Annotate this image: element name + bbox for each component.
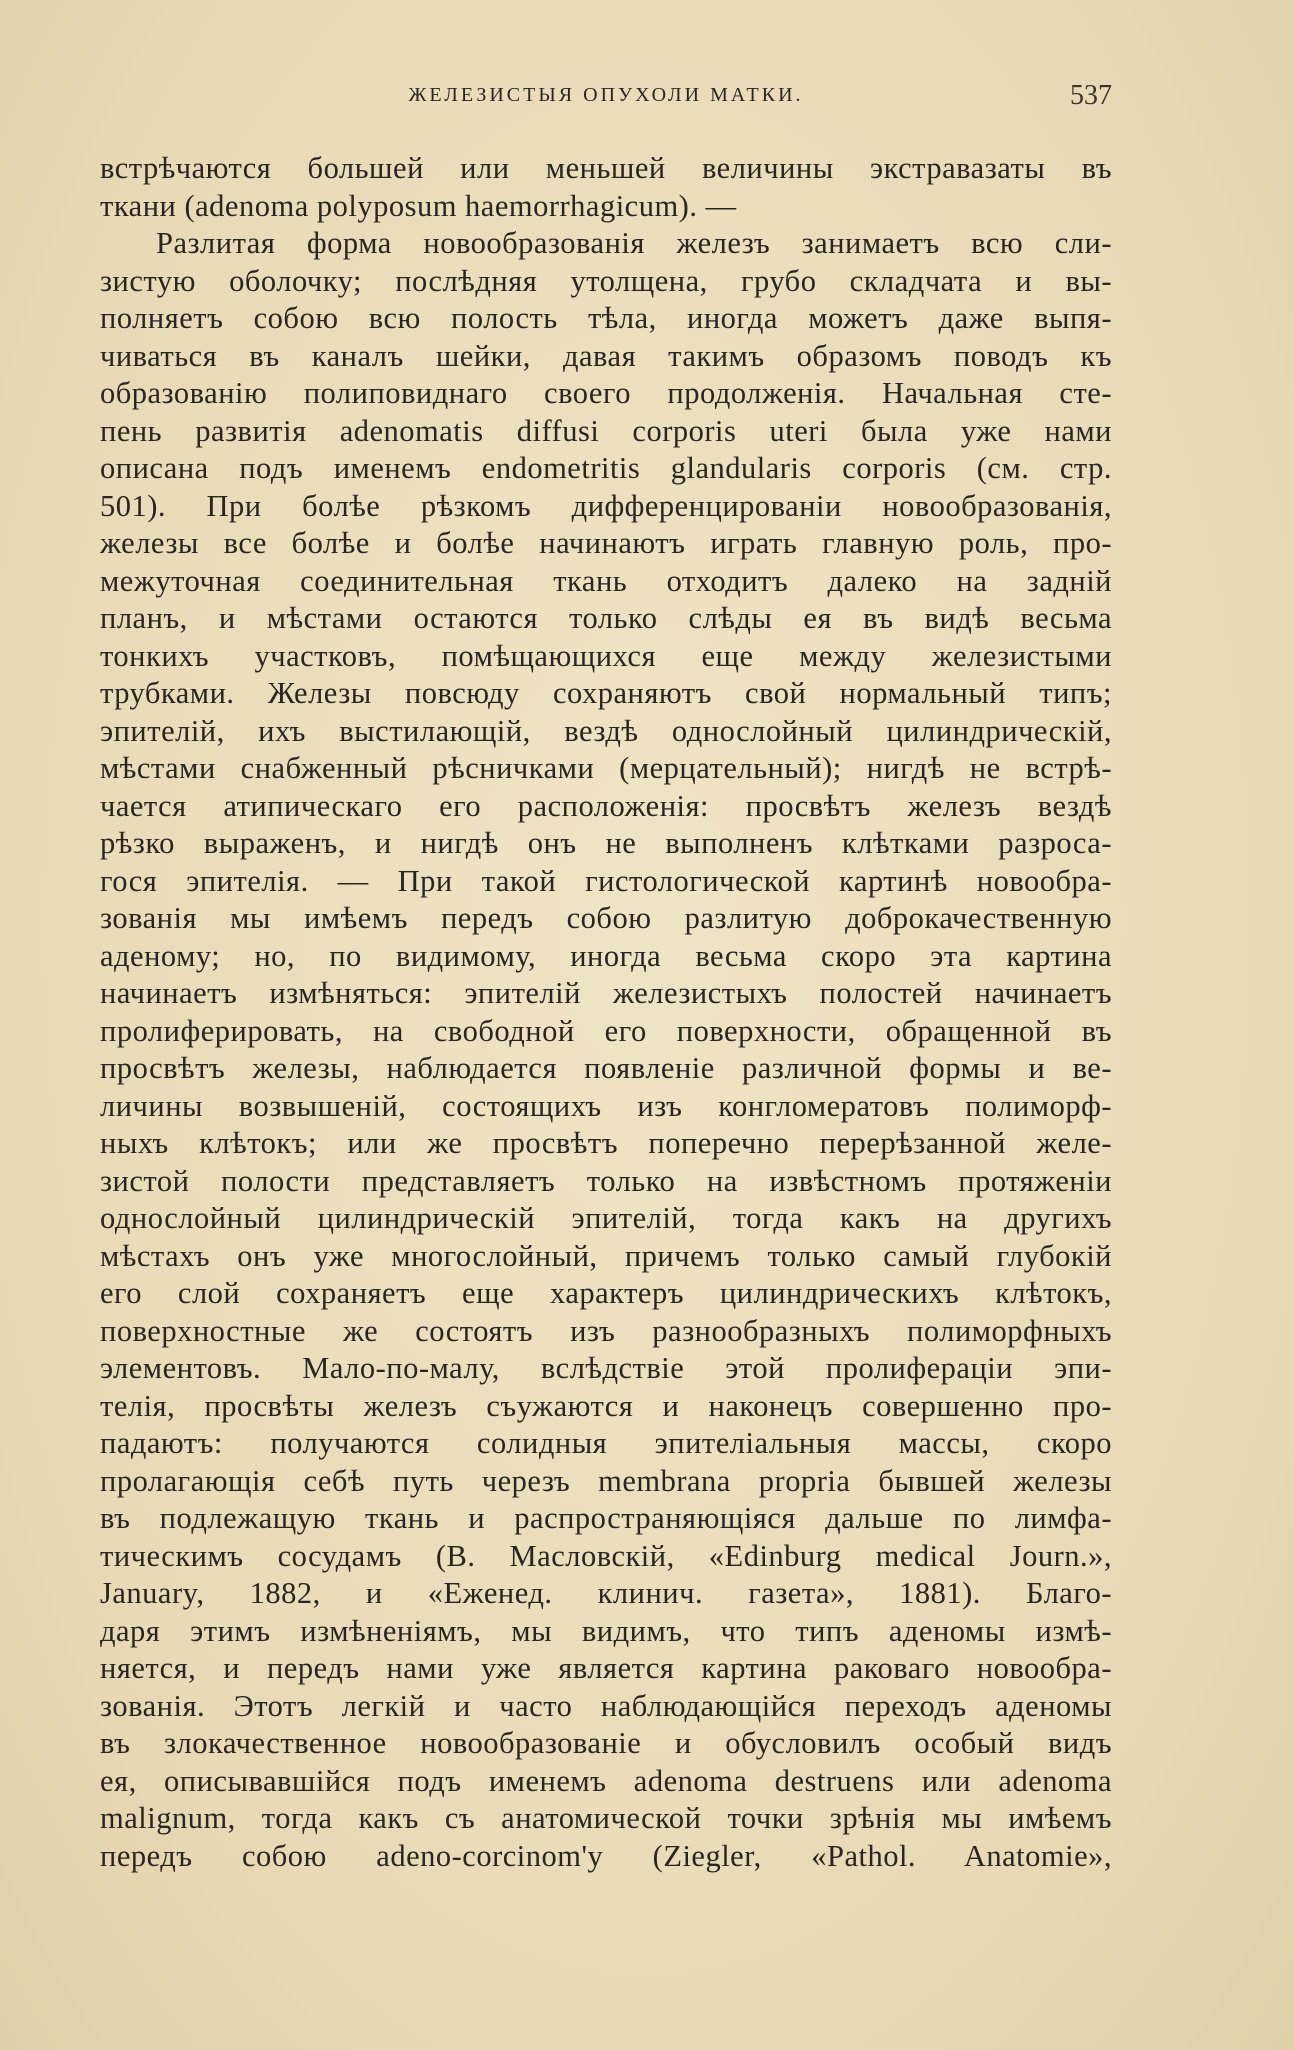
text-line: тическимъ сосудамъ (В. Масловскій, «Edinburg medical Journ.», bbox=[100, 1538, 1112, 1573]
text-line: ныхъ клѣтокъ; или же просвѣтъ поперечно перерѣзанной желе- bbox=[100, 1126, 1112, 1160]
text-line: телія, просвѣты железъ съужаются и наконецъ совершенно про- bbox=[100, 1388, 1112, 1423]
text-line: падаютъ: получаются солидныя эпителіальныя массы, скоро bbox=[100, 1426, 1112, 1460]
text-line: 501). При болѣе рѣзкомъ дифференцированіи новообразованія, bbox=[100, 488, 1112, 523]
text-line: элементовъ. Мало-по-малу, вслѣдствіе этой пролифераціи эпи- bbox=[100, 1351, 1112, 1385]
text-line: пролагающія себѣ путь черезъ membrana propria бывшей железы bbox=[100, 1463, 1112, 1498]
text-line: аденому; но, по видимому, иногда весьма скоро эта картина bbox=[100, 938, 1112, 973]
text-line: его слой сохраняетъ еще характеръ цилиндрическихъ клѣтокъ, bbox=[100, 1276, 1112, 1310]
page-number: 537 bbox=[1070, 80, 1112, 111]
text-line: мѣстами снабженный рѣсничками (мерцательный); нигдѣ не встрѣ- bbox=[100, 751, 1112, 785]
text-line: рѣзко выраженъ, и нигдѣ онъ не выполненъ клѣтками разроса- bbox=[100, 826, 1112, 860]
text-line: передъ собою adeno-corcinom'у (Ziegler, «Pathol. Anatomie», bbox=[100, 1838, 1112, 1873]
text-line: полняетъ собою всю полость тѣла, иногда можетъ даже выпя- bbox=[100, 301, 1112, 335]
text-line: однослойный цилиндрическій эпителій, тогда какъ на другихъ bbox=[100, 1201, 1112, 1235]
text-line: ея, описывавшійся подъ именемъ adenoma destruens или adenoma bbox=[100, 1763, 1112, 1798]
body-text bbox=[100, 150, 1112, 1875]
text-line: даря этимъ измѣненіямъ, мы видимъ, что типъ аденомы измѣ- bbox=[100, 1613, 1112, 1648]
text-line: железы все болѣе и болѣе начинаютъ играть главную роль, про- bbox=[100, 526, 1112, 560]
text-line: пень развитія adenomatis diffusi corporis uteri была уже нами bbox=[100, 413, 1112, 448]
text-line: няется, и передъ нами уже является картина раковаго новообра- bbox=[100, 1651, 1112, 1685]
text-line: образованію полиповиднаго своего продолженія. Начальная сте- bbox=[100, 376, 1112, 410]
text-line: описана подъ именемъ endometritis glandularis corporis (см. стр. bbox=[100, 451, 1112, 485]
text-line: встрѣчаются большей или меньшей величины экстравазаты въ bbox=[100, 151, 1112, 185]
text-line: пролиферировать, на свободной его поверхности, обращенной въ bbox=[100, 1013, 1112, 1048]
text-line: въ подлежащую ткань и распространяющіяся дальше по лимфа- bbox=[100, 1501, 1112, 1535]
text-line: просвѣтъ железы, наблюдается появленіе различной формы и ве- bbox=[100, 1051, 1112, 1085]
text-line: зистую оболочку; послѣдняя утолщена, грубо складчата и вы- bbox=[100, 263, 1112, 298]
running-title: ЖЕЛЕЗИСТЫЯ ОПУХОЛИ МАТКИ. bbox=[408, 84, 804, 106]
text-line: поверхностные же состоятъ изъ разнообразныхъ полиморфныхъ bbox=[100, 1313, 1112, 1348]
text-line: тонкихъ участковъ, помѣщающихся еще между железистыми bbox=[100, 638, 1112, 673]
text-line: зованія. Этотъ легкій и часто наблюдающійся переходъ аденомы bbox=[100, 1688, 1112, 1723]
text-line: Разлитая форма новообразованія железъ занимаетъ всю сли- bbox=[156, 226, 1112, 260]
text-line: въ злокачественное новообразованіе и обусловилъ особый видъ bbox=[100, 1726, 1112, 1760]
text-line: зистой полости представляетъ только на извѣстномъ протяженіи bbox=[100, 1163, 1112, 1198]
text-line: мѣстахъ онъ уже многослойный, причемъ только самый глубокій bbox=[100, 1238, 1112, 1273]
text-line: чиваться въ каналъ шейки, давая такимъ образомъ поводъ къ bbox=[100, 338, 1112, 373]
text-line: эпителій, ихъ выстилающій, вездѣ однослойный цилиндрическій, bbox=[100, 713, 1112, 748]
text-line: гося эпителія. — При такой гистологической картинѣ новообра- bbox=[100, 863, 1112, 898]
page-header bbox=[100, 80, 1112, 120]
text-line: трубками. Железы повсюду сохраняютъ свой нормальный типъ; bbox=[100, 676, 1112, 710]
text-line: начинаетъ измѣняться: эпителій железистыхъ полостей начинаетъ bbox=[100, 976, 1112, 1010]
text-line: чается атипическаго его расположенія: просвѣтъ железъ вездѣ bbox=[100, 788, 1112, 823]
text-line: зованія мы имѣемъ передъ собою разлитую доброкачественную bbox=[100, 901, 1112, 935]
text-line: личины возвышеній, состоящихъ изъ конгломератовъ полиморф- bbox=[100, 1088, 1112, 1123]
text-line: malignum, тогда какъ съ анатомической точки зрѣнія мы имѣемъ bbox=[100, 1801, 1112, 1835]
text-line: ткани (adenoma polyposum haemorrhagicum). — bbox=[100, 188, 737, 223]
text-line: планъ, и мѣстами остаются только слѣды ея въ видѣ весьма bbox=[100, 601, 1112, 635]
text-line: January, 1882, и «Еженед. клинич. газета», 1881). Благо- bbox=[100, 1576, 1112, 1610]
text-line: межуточная соединительная ткань отходитъ далеко на заднiй bbox=[100, 563, 1112, 598]
